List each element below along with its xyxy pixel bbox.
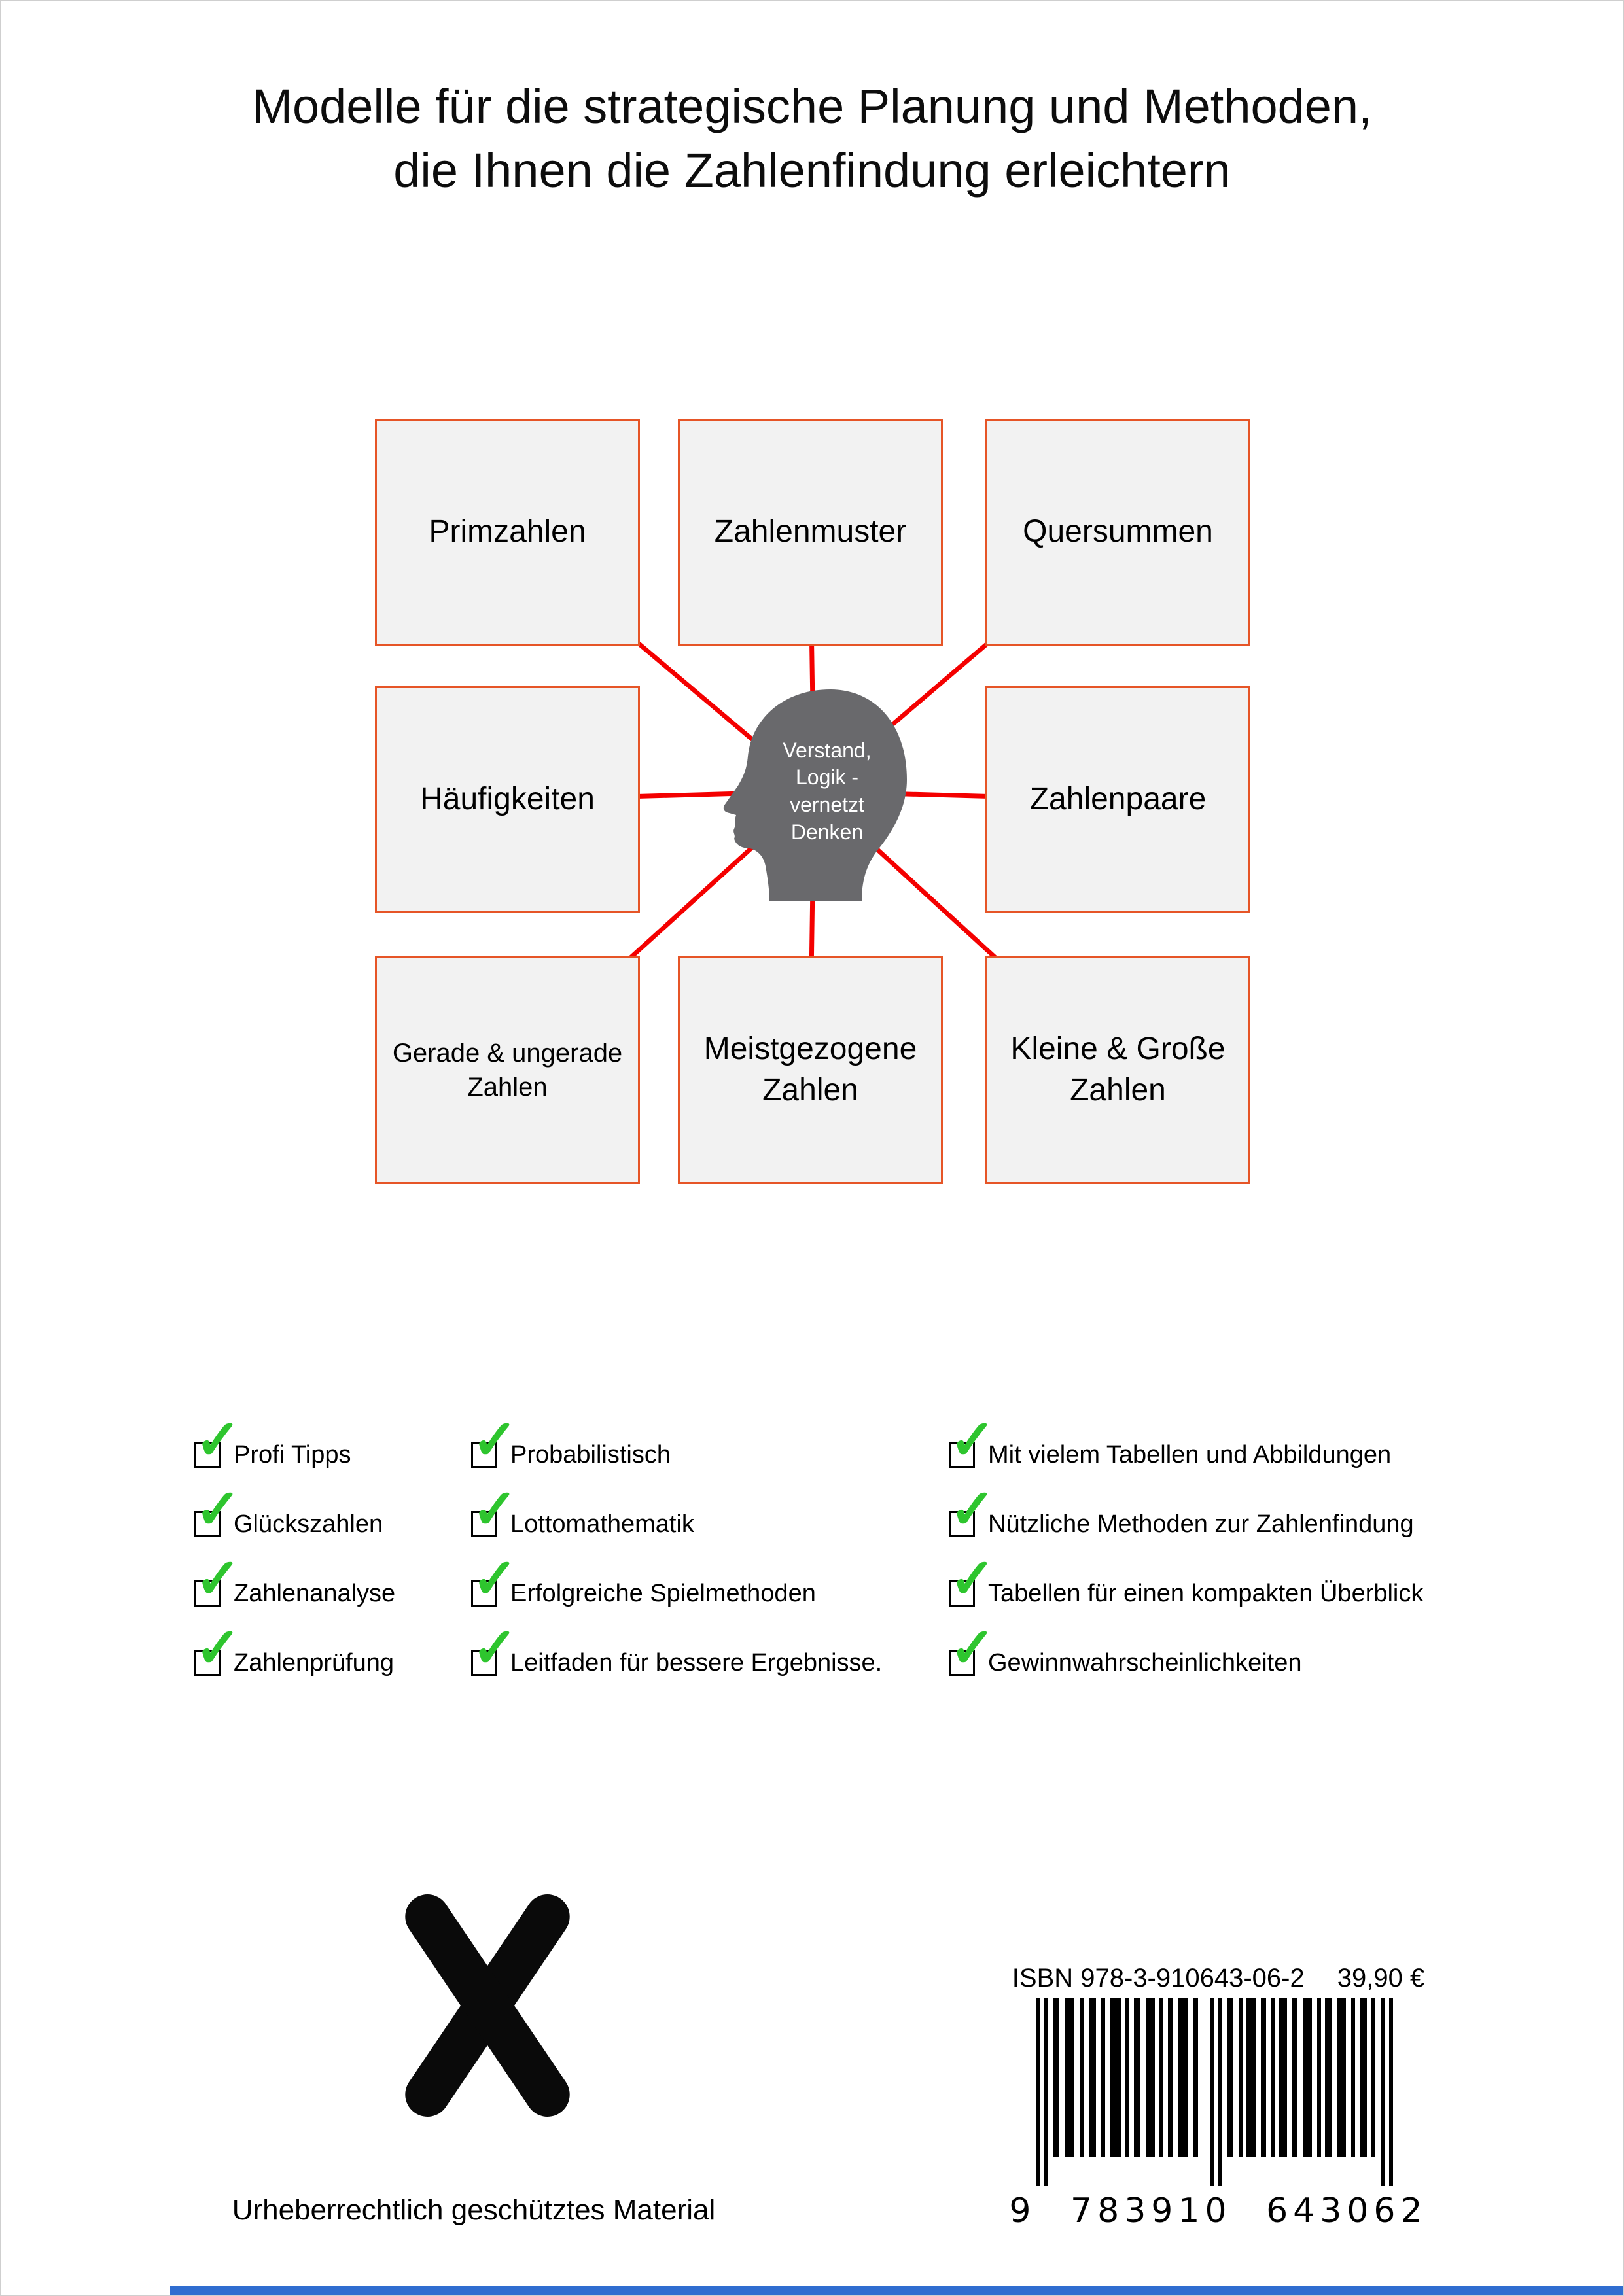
checklist-label: Probabilistisch [510, 1440, 671, 1469]
node-gerade-ungerade-zahlen [375, 956, 640, 1184]
price-label: 39,90 € [1337, 1964, 1425, 1992]
node-zahlenpaare [985, 686, 1250, 913]
page-title-line1: Modelle für die strategische Planung und Methoden, [252, 79, 1372, 133]
checkbox-icon [949, 1409, 996, 1470]
checklist-label: Profi Tipps [234, 1440, 351, 1469]
mindmap-diagram [375, 419, 1254, 1185]
checkmark-icon: ✓ [949, 1478, 996, 1540]
checkmark-icon: ✓ [472, 1478, 518, 1540]
publisher-x-logo [406, 1897, 569, 2114]
node-haeufigkeiten [375, 686, 640, 913]
checkbox-icon [194, 1548, 241, 1609]
checklist-item [949, 1478, 1423, 1559]
node-label: Gerade & ungerade Zahlen [392, 1038, 623, 1102]
checklist-label: Nützliche Methoden zur Zahlenfindung [988, 1510, 1414, 1538]
checkmark-icon: ✓ [195, 1548, 241, 1609]
checkbox-icon [194, 1409, 241, 1470]
checklist-label: Mit vielem Tabellen und Abbildungen [988, 1440, 1392, 1469]
checkmark-icon: ✓ [472, 1548, 518, 1609]
node-label: Meistgezogene Zahlen [703, 1032, 917, 1107]
checklist-label: Zahlenprüfung [234, 1648, 395, 1677]
barcode [1017, 1998, 1415, 2186]
node-label: Zahlenpaare [1029, 782, 1207, 817]
checkbox-icon [471, 1478, 518, 1540]
checklist-item [194, 1478, 395, 1559]
copyright-notice: Urheberrechtlich geschütztes Material [232, 2194, 716, 2226]
checkbox-icon [471, 1548, 518, 1609]
checklist-label: Lottomathematik [510, 1510, 694, 1538]
node-label: Primzahlen [429, 514, 586, 549]
checklist-column-1 [194, 1409, 396, 1697]
center-line: Denken [790, 820, 864, 844]
checklist-item [194, 1409, 395, 1489]
node-label: Zahlenmuster [714, 514, 907, 549]
checkbox-icon [471, 1617, 518, 1679]
checkmark-icon: ✓ [949, 1617, 996, 1679]
center-line: Verstand, [783, 738, 872, 762]
checkbox-icon [949, 1617, 996, 1679]
center-node [714, 686, 911, 901]
checkbox-icon [471, 1409, 518, 1470]
checklist-item [194, 1617, 395, 1697]
checklist-column-2 [471, 1409, 883, 1697]
checkbox-icon [949, 1548, 996, 1609]
center-line: Logik - [795, 765, 859, 790]
checkbox-icon [949, 1478, 996, 1540]
node-quersummen [985, 419, 1250, 646]
node-meistgezogene-zahlen [678, 956, 943, 1184]
checkmark-icon: ✓ [949, 1409, 996, 1470]
center-node-text [749, 714, 905, 869]
node-label: Häufigkeiten [420, 782, 595, 817]
checklist-item [471, 1617, 883, 1697]
checkmark-icon: ✓ [195, 1409, 241, 1470]
checklist-item [194, 1548, 396, 1628]
node-primzahlen [375, 419, 640, 646]
checklist-item [471, 1409, 882, 1489]
checkmark-icon: ✓ [195, 1617, 241, 1679]
checkmark-icon: ✓ [472, 1617, 518, 1679]
checklist-item [949, 1617, 1423, 1697]
checklist-label: Erfolgreiche Spielmethoden [510, 1579, 816, 1607]
checkmark-icon: ✓ [472, 1409, 518, 1470]
checklist-label: Tabellen für einen kompakten Überblick [988, 1579, 1424, 1607]
node-label: Kleine & Große Zahlen [1010, 1032, 1226, 1107]
checklist-item [471, 1548, 882, 1628]
node-zahlenmuster [678, 419, 943, 646]
node-label: Quersummen [1023, 514, 1213, 549]
checklist-label: Gewinnwahrscheinlichkeiten [988, 1648, 1302, 1677]
checklist-item [949, 1548, 1424, 1628]
isbn-row [1009, 1964, 1428, 1993]
checkmark-icon: ✓ [949, 1548, 996, 1609]
page-title [1, 75, 1623, 203]
checkbox-icon [194, 1478, 241, 1540]
checkmark-icon: ✓ [195, 1478, 241, 1540]
bottom-blue-strip [170, 2286, 1623, 2295]
checkbox-icon [194, 1617, 241, 1679]
checklist-column-3 [949, 1409, 1424, 1697]
checklist-label: Zahlenanalyse [234, 1579, 396, 1607]
checklist-item [471, 1478, 882, 1559]
isbn-label: ISBN 978-3-910643-06-2 [1012, 1964, 1305, 1992]
checklist-label: Glückszahlen [234, 1510, 383, 1538]
page-title-line2: die Ihnen die Zahlenfindung erleichtern [393, 143, 1231, 198]
checklist-label: Leitfaden für bessere Ergebnisse. [510, 1648, 883, 1677]
checklist-item [949, 1409, 1423, 1489]
node-kleine-grosse-zahlen [985, 956, 1250, 1184]
barcode-digits: 9 783910 643062 [1009, 2191, 1428, 2231]
center-line: vernetzt [790, 793, 864, 816]
